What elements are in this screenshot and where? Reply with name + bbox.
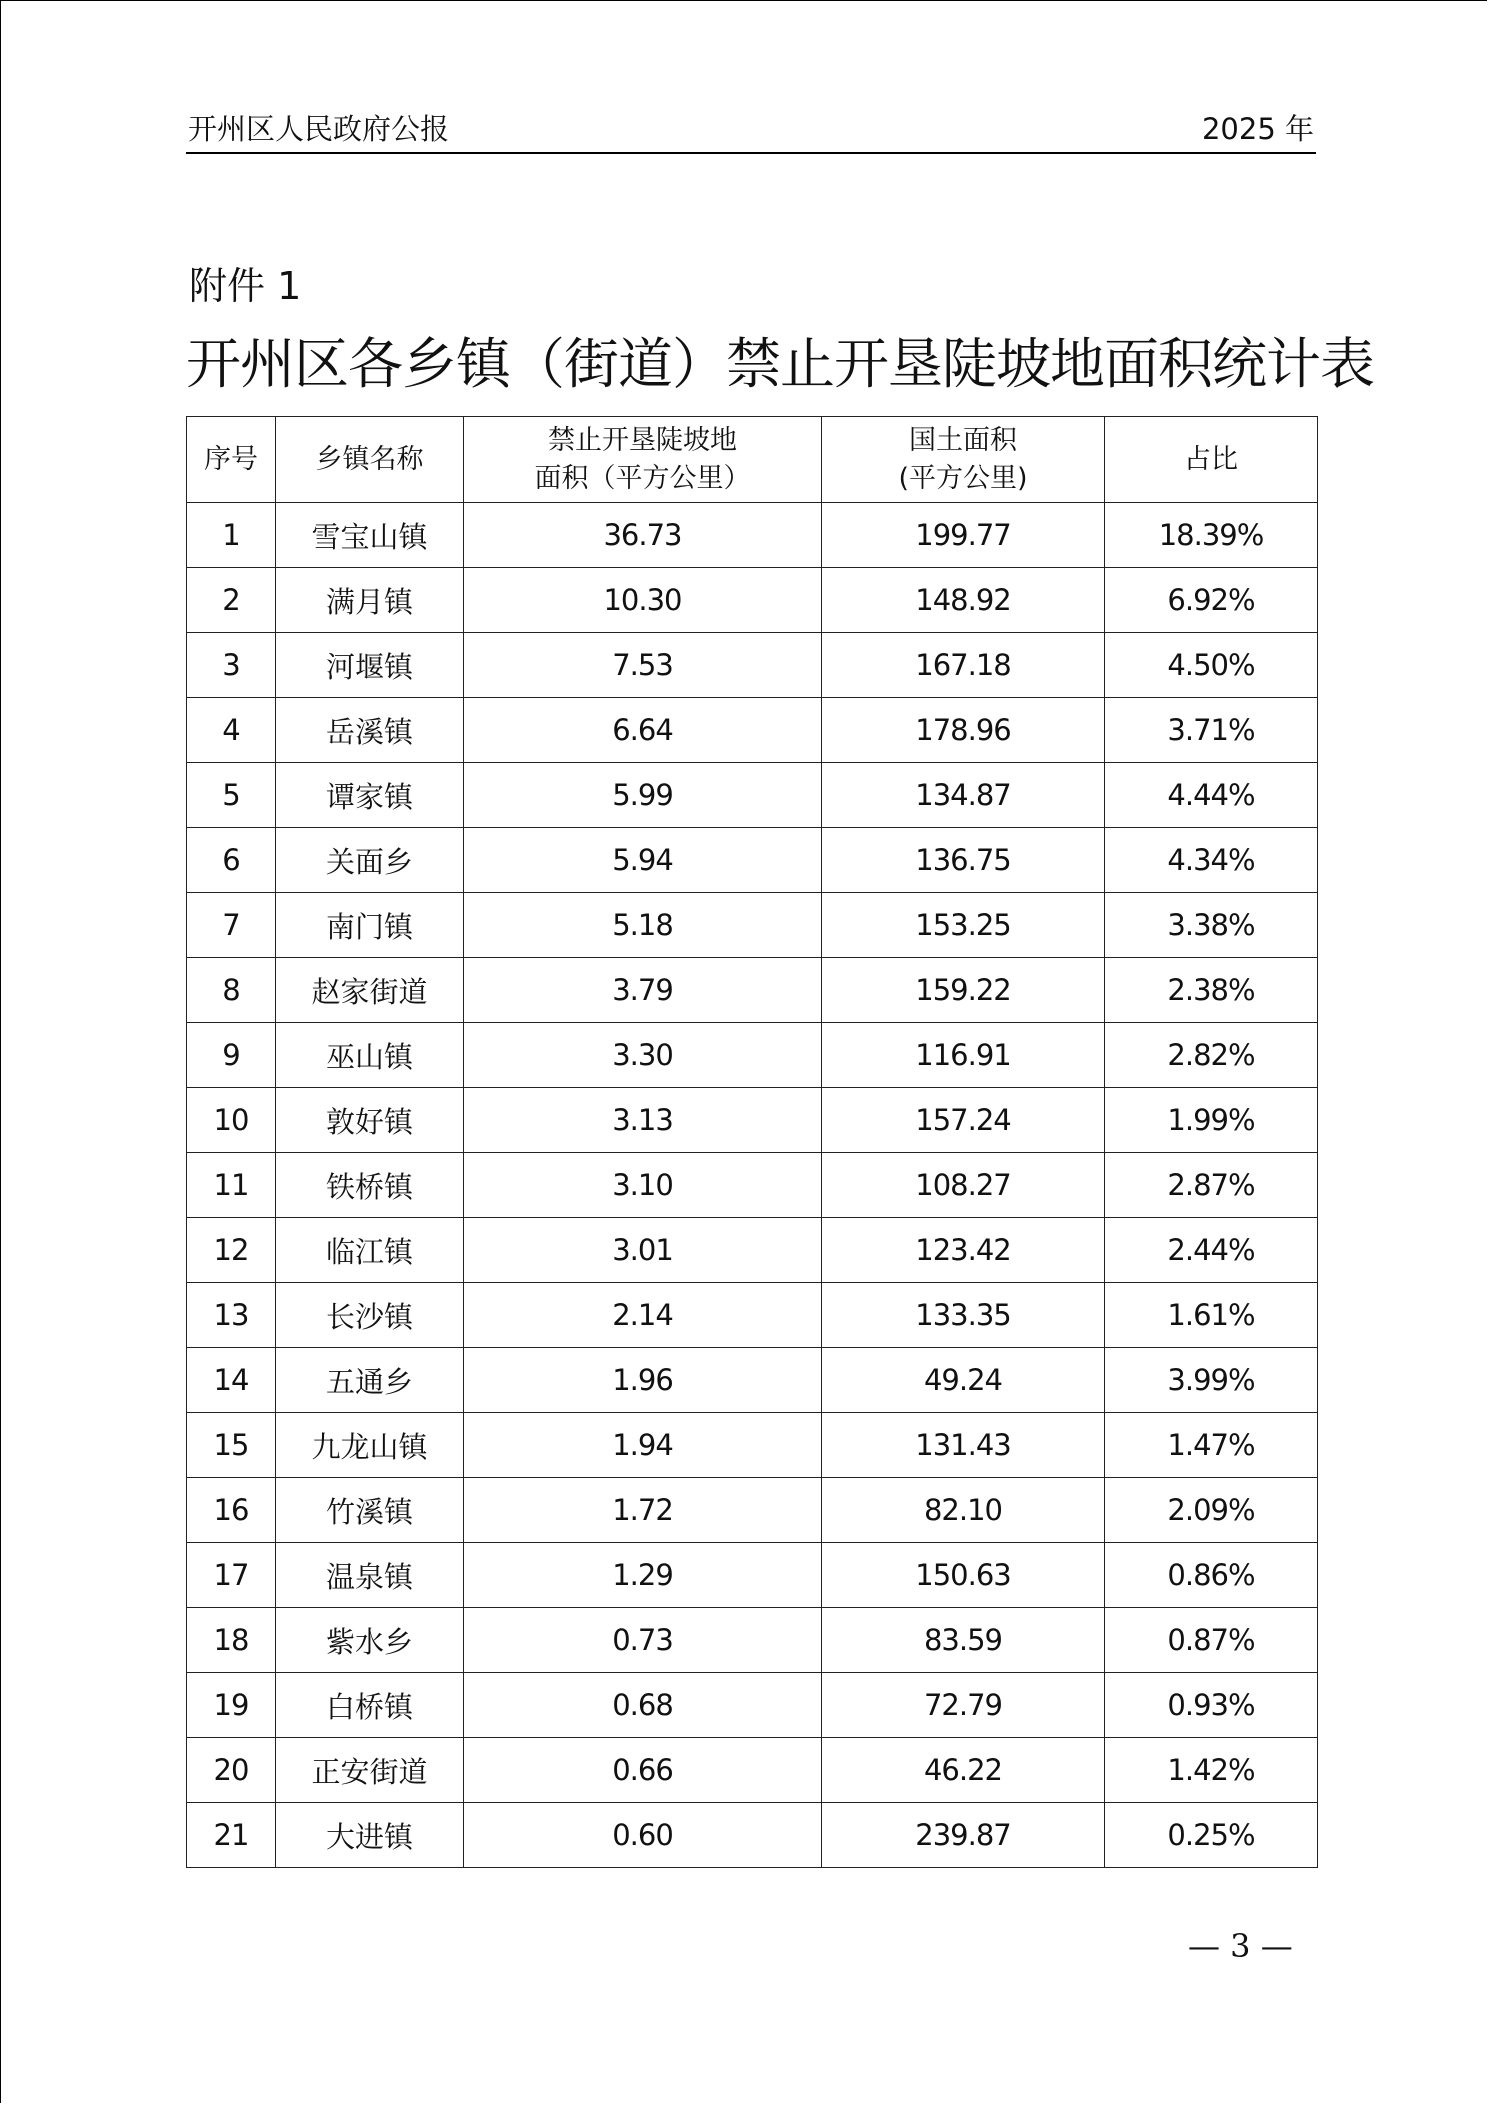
land-area-cell: 83.59 [822,1608,1105,1673]
township-name-cell: 谭家镇 [276,763,464,828]
bulletin-year: 2025 年 [1201,112,1314,146]
steep-slope-area-cell: 1.29 [464,1543,822,1608]
ratio-cell: 2.87% [1105,1153,1318,1218]
ratio-cell: 2.38% [1105,958,1318,1023]
row-index-cell: 14 [187,1348,276,1413]
ratio-cell: 18.39% [1105,503,1318,568]
row-index-cell: 1 [187,503,276,568]
township-name-cell: 南门镇 [276,893,464,958]
ratio-cell: 3.99% [1105,1348,1318,1413]
table-body [187,503,1318,1868]
ratio-cell: 1.47% [1105,1413,1318,1478]
row-index-cell: 16 [187,1478,276,1543]
land-area-cell: 72.79 [822,1673,1105,1738]
steep-slope-area-cell: 2.14 [464,1283,822,1348]
ratio-cell: 4.34% [1105,828,1318,893]
row-index-cell: 8 [187,958,276,1023]
steep-slope-area-cell: 5.99 [464,763,822,828]
ratio-cell: 2.09% [1105,1478,1318,1543]
table-row [187,698,1318,763]
row-index-cell: 20 [187,1738,276,1803]
ratio-cell: 0.93% [1105,1673,1318,1738]
page-title: 开州区各乡镇（街道）禁止开垦陡坡地面积统计表 [186,332,1375,396]
table-row [187,893,1318,958]
township-name-cell: 关面乡 [276,828,464,893]
steep-slope-area-cell: 0.60 [464,1803,822,1868]
row-index-cell: 10 [187,1088,276,1153]
township-name-cell: 温泉镇 [276,1543,464,1608]
table-row [187,633,1318,698]
table-header-row [187,417,1318,503]
township-name-cell: 正安街道 [276,1738,464,1803]
steep-slope-area-cell: 0.73 [464,1608,822,1673]
steep-slope-area-cell: 3.01 [464,1218,822,1283]
township-name-cell: 竹溪镇 [276,1478,464,1543]
township-name-cell: 赵家街道 [276,958,464,1023]
steep-slope-area-cell: 36.73 [464,503,822,568]
table-row [187,1738,1318,1803]
row-index-cell: 17 [187,1543,276,1608]
column-ratio-header: 占比 [1105,417,1318,503]
township-name-cell: 满月镇 [276,568,464,633]
bulletin-name: 开州区人民政府公报 [188,112,450,146]
township-name-cell: 九龙山镇 [276,1413,464,1478]
table-row [187,1413,1318,1478]
land-area-cell: 159.22 [822,958,1105,1023]
row-index-cell: 6 [187,828,276,893]
table-row [187,1153,1318,1218]
land-area-cell: 136.75 [822,828,1105,893]
steep-slope-area-cell: 0.68 [464,1673,822,1738]
table-row [187,958,1318,1023]
table-row [187,828,1318,893]
land-area-cell: 153.25 [822,893,1105,958]
running-header [186,108,1316,154]
ratio-cell: 1.42% [1105,1738,1318,1803]
table-row [187,763,1318,828]
column-index-header: 序号 [187,417,276,503]
page-number: — 3 — [1188,1927,1293,1965]
steep-slope-area-cell: 10.30 [464,568,822,633]
steep-slope-area-cell: 0.66 [464,1738,822,1803]
land-area-cell: 49.24 [822,1348,1105,1413]
steep-slope-area-cell: 3.30 [464,1023,822,1088]
table-row [187,1348,1318,1413]
land-area-cell: 157.24 [822,1088,1105,1153]
steep-slope-area-cell: 6.64 [464,698,822,763]
table-row [187,1283,1318,1348]
table-row [187,1543,1318,1608]
ratio-cell: 4.50% [1105,633,1318,698]
row-index-cell: 3 [187,633,276,698]
row-index-cell: 21 [187,1803,276,1868]
ratio-cell: 6.92% [1105,568,1318,633]
table-row [187,1218,1318,1283]
ratio-cell: 0.25% [1105,1803,1318,1868]
land-area-cell: 131.43 [822,1413,1105,1478]
steep-slope-area-cell: 3.79 [464,958,822,1023]
ratio-cell: 3.38% [1105,893,1318,958]
table-row [187,1478,1318,1543]
land-area-cell: 199.77 [822,503,1105,568]
township-name-cell: 大进镇 [276,1803,464,1868]
row-index-cell: 9 [187,1023,276,1088]
steep-slope-area-cell: 3.13 [464,1088,822,1153]
ratio-cell: 0.87% [1105,1608,1318,1673]
ratio-cell: 0.86% [1105,1543,1318,1608]
table-row [187,1673,1318,1738]
row-index-cell: 11 [187,1153,276,1218]
land-area-cell: 134.87 [822,763,1105,828]
land-area-cell: 239.87 [822,1803,1105,1868]
table-row [187,1088,1318,1153]
ratio-cell: 4.44% [1105,763,1318,828]
ratio-cell: 2.82% [1105,1023,1318,1088]
attachment-label: 附件 1 [189,264,302,308]
steep-slope-area-cell: 1.94 [464,1413,822,1478]
table-row [187,568,1318,633]
township-name-cell: 岳溪镇 [276,698,464,763]
township-name-cell: 巫山镇 [276,1023,464,1088]
steep-slope-area-cell: 5.18 [464,893,822,958]
row-index-cell: 18 [187,1608,276,1673]
township-name-cell: 五通乡 [276,1348,464,1413]
township-name-cell: 长沙镇 [276,1283,464,1348]
statistics-table [186,416,1318,1868]
land-area-cell: 150.63 [822,1543,1105,1608]
land-area-cell: 123.42 [822,1218,1105,1283]
steep-slope-area-cell: 7.53 [464,633,822,698]
row-index-cell: 2 [187,568,276,633]
land-area-cell: 82.10 [822,1478,1105,1543]
land-area-cell: 108.27 [822,1153,1105,1218]
land-area-cell: 116.91 [822,1023,1105,1088]
column-steep-slope-area-header: 禁止开垦陡坡地 面积（平方公里） [464,417,822,503]
ratio-cell: 2.44% [1105,1218,1318,1283]
table-header [187,417,1318,503]
steep-slope-area-cell: 1.96 [464,1348,822,1413]
row-index-cell: 12 [187,1218,276,1283]
row-index-cell: 7 [187,893,276,958]
ratio-cell: 1.99% [1105,1088,1318,1153]
ratio-cell: 1.61% [1105,1283,1318,1348]
land-area-cell: 148.92 [822,568,1105,633]
land-area-cell: 167.18 [822,633,1105,698]
table-row [187,1023,1318,1088]
table-row [187,1803,1318,1868]
steep-slope-area-cell: 3.10 [464,1153,822,1218]
township-name-cell: 临江镇 [276,1218,464,1283]
township-name-cell: 铁桥镇 [276,1153,464,1218]
column-land-area-header: 国土面积 (平方公里) [822,417,1105,503]
row-index-cell: 15 [187,1413,276,1478]
land-area-cell: 178.96 [822,698,1105,763]
township-name-cell: 紫水乡 [276,1608,464,1673]
steep-slope-area-cell: 5.94 [464,828,822,893]
township-name-cell: 白桥镇 [276,1673,464,1738]
table-row [187,503,1318,568]
table-row [187,1608,1318,1673]
column-township-name-header: 乡镇名称 [276,417,464,503]
township-name-cell: 敦好镇 [276,1088,464,1153]
ratio-cell: 3.71% [1105,698,1318,763]
steep-slope-area-cell: 1.72 [464,1478,822,1543]
land-area-cell: 133.35 [822,1283,1105,1348]
township-name-cell: 雪宝山镇 [276,503,464,568]
row-index-cell: 19 [187,1673,276,1738]
township-name-cell: 河堰镇 [276,633,464,698]
land-area-cell: 46.22 [822,1738,1105,1803]
row-index-cell: 4 [187,698,276,763]
row-index-cell: 13 [187,1283,276,1348]
row-index-cell: 5 [187,763,276,828]
